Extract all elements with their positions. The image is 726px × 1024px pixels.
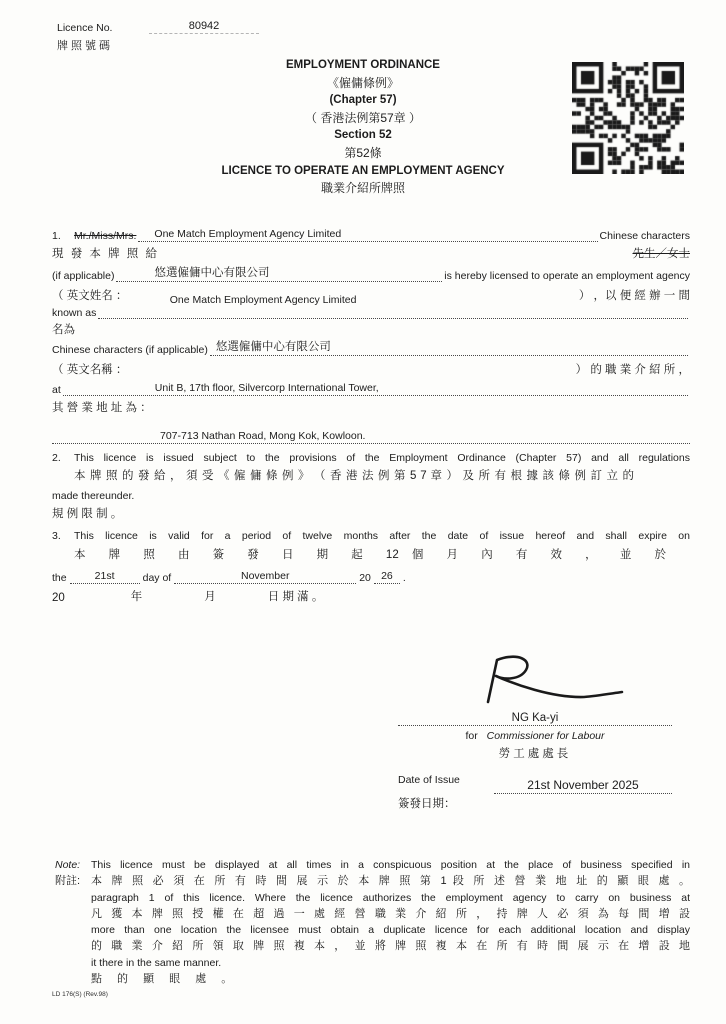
known-as-zh-row (52, 321, 690, 337)
licensee-zh-dotted-line (116, 268, 442, 282)
licence-no-value: 80942 (149, 20, 259, 34)
at-label: at (52, 384, 61, 396)
note-zh-line4: 點 的 顯 眼 處 。 (91, 973, 239, 986)
paragraph-3 (52, 530, 690, 604)
signature-handwriting (456, 650, 636, 708)
para3-en-line1-row (52, 530, 690, 542)
english-name-row (52, 287, 690, 306)
salutation-zh-struck: 先生／女士 (632, 248, 690, 260)
title-section-en: Section 52 (334, 129, 392, 142)
grant-row-zh (52, 245, 690, 261)
title-licence-zh: 職業介紹所牌照 (320, 181, 405, 196)
expiry-year-dotted-line (374, 570, 400, 584)
expiry-year-value: 26 (381, 570, 393, 582)
document-title-block (0, 57, 726, 198)
expiry-date-zh-row (52, 588, 690, 604)
address-dotted-line-1 (63, 382, 688, 396)
licence-no-label-en: Licence No. (57, 22, 113, 34)
licensee-name-dotted-line (138, 228, 597, 242)
zh-expire-suffix: 日 期 滿 。 (267, 591, 324, 603)
chinese-name-label: Chinese characters (if applicable) (52, 344, 208, 356)
zh-century: 20 (52, 592, 65, 604)
licence-no-label-zh: 牌照號碼 (57, 40, 113, 52)
para3-en-line1: This licence is valid for a period of twelve months after the date of issue hereof and shall expire on (74, 530, 690, 542)
note-en-line4: it there in the same manner. (91, 956, 222, 969)
date-of-issue-label-zh: 簽發日期： (398, 798, 456, 810)
para2-en-line2: made thereunder. (52, 490, 135, 502)
address-line1-value: Unit B, 17th floor, Silvercorp International Tower, (154, 382, 379, 394)
chinese-characters-label: Chinese characters (599, 230, 690, 242)
grant-label-zh: 現 發 本 牌 照 給 (52, 248, 159, 260)
note-en-line2: paragraph 1 of this licence. Where the licence authorizes the employment agency to carry on business at (91, 891, 690, 904)
licensee-name-row (52, 228, 690, 242)
title-ordinance-zh: 《僱傭條例》 (326, 75, 399, 90)
date-of-issue-dotted-line (494, 774, 672, 794)
paragraph-1 (52, 228, 690, 444)
form-reference: LD 176(S) (Rev.98) (52, 991, 108, 998)
date-of-issue-label-en: Date of Issue (398, 774, 460, 786)
chinese-name-row (52, 342, 690, 356)
note-text (91, 857, 690, 987)
zh-month-char: 月 (204, 591, 216, 603)
address-row-1 (52, 382, 690, 396)
note-label-en: Note: (55, 859, 81, 871)
address-label-zh: 其 營 業 地 址 為 ： (52, 402, 152, 414)
licensed-text: is hereby licensed to operate an employment agency (444, 270, 690, 282)
for-label: for (465, 730, 478, 742)
english-name-label-zh: （ 英文姓名 ： (52, 290, 128, 302)
paragraph-1-number: 1. (52, 230, 61, 242)
agency-suffix-zh: ） 的 職 業 介 紹 所 ， (575, 364, 690, 376)
salutation-en-struck: Mr./Miss/Mrs. (74, 230, 137, 242)
known-as-dotted-line (98, 305, 688, 319)
known-as-zh-label: 名為 (52, 324, 75, 336)
address-row-2 (52, 430, 690, 444)
title-ordinance-en: EMPLOYMENT ORDINANCE (286, 59, 440, 71)
title-chapter-en: (Chapter 57) (329, 94, 397, 107)
operate-suffix-zh: ） ，以 便 經 辦 一 間 (578, 290, 690, 302)
title-licence-en: LICENCE TO OPERATE AN EMPLOYMENT AGENCY (221, 164, 505, 177)
expiry-month-value: November (241, 570, 290, 582)
note-zh-line1: 本 牌 照 必 須 在 所 有 時 間 展 示 於 本 牌 照 第 1 段 所 述 營 業 地 址 的 顯 眼 處 。 (91, 875, 690, 888)
zh-year-char: 年 (130, 591, 143, 603)
paragraph-2 (52, 452, 690, 521)
licensee-name-zh-value: 悠選僱傭中心有限公司 (154, 267, 270, 279)
agency-name-en-value: One Match Employment Agency Limited (169, 294, 357, 306)
note-en-line3: more than one location the licensee must obtain a duplicate licence for each additional location and display (91, 924, 690, 937)
commissioner-title-zh: 勞工處處長 (498, 748, 572, 760)
day-of-label: day of (142, 572, 172, 584)
known-as-label: known as (52, 307, 97, 319)
para2-zh-line2: 規 例 限 制 。 (52, 508, 123, 520)
date-of-issue-value: 21st November 2025 (527, 778, 639, 792)
if-applicable-label: (if applicable) (52, 270, 115, 282)
commissioner-title-en: Commissioner for Labour (486, 730, 605, 742)
note-zh-line2: 凡 獲 本 牌 照 授 權 在 超 過 一 處 經 營 職 業 介 紹 所 ， 持 牌 人 必 須 為 每 間 增 設 (91, 907, 690, 920)
title-section-zh: 第52條 (344, 145, 382, 160)
signatory-name: NG Ka-yi (511, 712, 559, 724)
address-label-row (52, 399, 690, 415)
para2-en-line1-row (52, 452, 690, 464)
note-label-zh: 附註: (55, 875, 81, 888)
note-en-line1: This licence must be displayed at all times in a conspicuous position at the place of business specified in (91, 859, 690, 871)
para2-en-line1: This licence is issued subject to the provisions of the Employment Ordinance (Chapter 57) and all regulations (74, 452, 690, 464)
english-title-row (52, 361, 690, 377)
expiry-month-dotted-line (174, 570, 356, 584)
century-prefix: 20 (359, 572, 371, 584)
expiry-day-value: 21st (94, 570, 115, 582)
expiry-period: . (402, 572, 406, 584)
known-as-row (52, 305, 690, 319)
title-chapter-zh: （ 香港法例第57章 ） (304, 110, 422, 125)
date-of-issue-row (398, 774, 672, 811)
para2-zh-line1: 本 牌 照 的 發 給 ， 須 受 《 僱 傭 條 例 》 （ 香 港 法 例 第 5 7 章 ） 及 所 有 根 據 該 條 例 訂 立 的 (74, 470, 634, 482)
for-commissioner-line (398, 730, 672, 742)
address-dotted-line-2 (52, 430, 690, 444)
signature-block (398, 650, 672, 811)
para3-zh-line1: 本 牌 照 由 簽 發 日 期 起 12 個 月 內 有 效 ， 並 於 (74, 549, 666, 561)
agency-name-zh-value: 悠選僱傭中心有限公司 (215, 341, 331, 353)
paragraph-2-number: 2. (52, 452, 61, 464)
the-label: the (52, 572, 67, 584)
note-zh-line3: 的 職 業 介 紹 所 領 取 牌 照 複 本 ， 並 將 牌 照 複 本 在 所 有 時 間 展 示 在 增 設 地 (91, 940, 690, 953)
signatory-name-dotted-line (398, 710, 672, 726)
note-block (55, 857, 690, 987)
date-of-issue-labels (398, 774, 494, 811)
note-labels (55, 857, 91, 987)
expiry-date-row (52, 570, 690, 584)
address-line2-value: 707-713 Nathan Road, Mong Kok, Kowloon. (160, 430, 366, 442)
english-title-label-zh: （ 英文名稱 ： (52, 364, 128, 376)
if-applicable-row (52, 268, 690, 282)
licence-number-block (57, 20, 259, 53)
licensee-name-en-value: One Match Employment Agency Limited (154, 228, 342, 240)
agency-zh-dotted-line (210, 342, 688, 356)
expiry-day-dotted-line (70, 570, 140, 584)
paragraph-3-number: 3. (52, 530, 61, 542)
